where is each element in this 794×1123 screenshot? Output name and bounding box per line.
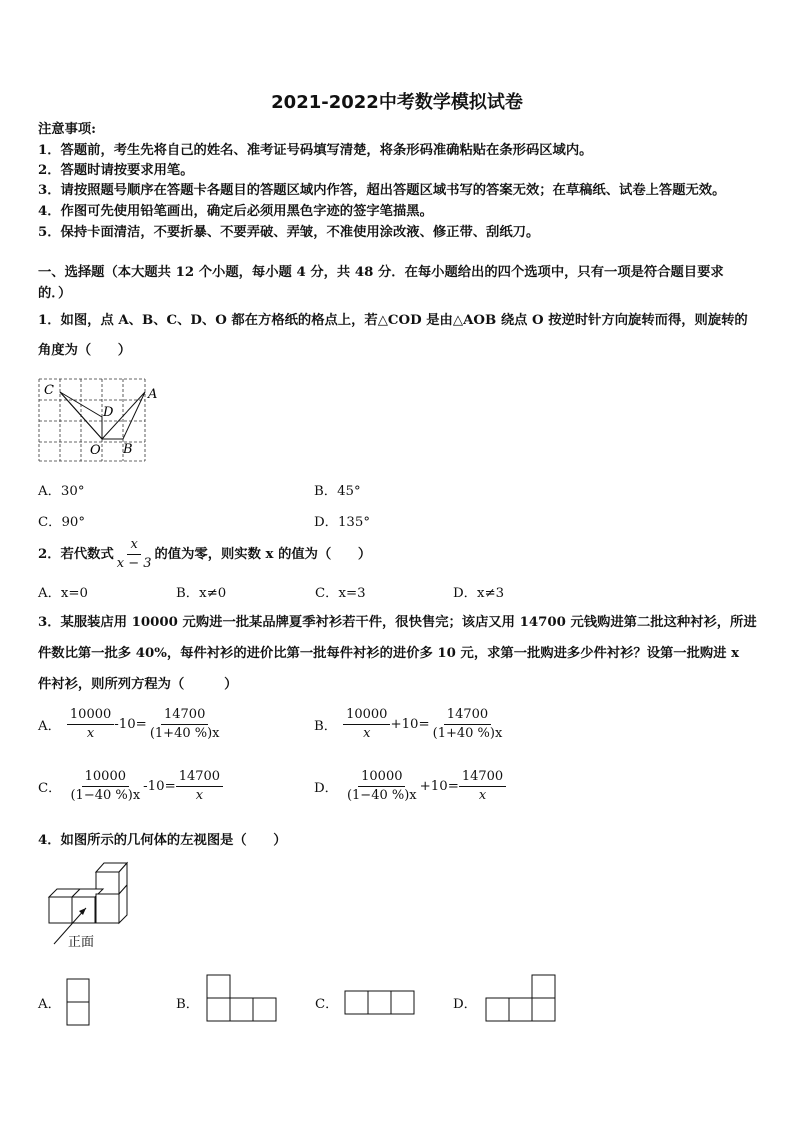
- q2-prefix: 2．若代数式: [38, 546, 114, 562]
- notice-item-1: 1．答题前，考生先将自己的姓名、准考证号码填写清楚，将条形码准确粘贴在条形码区域内。: [38, 143, 593, 158]
- q2-frac-num: x: [127, 537, 140, 555]
- q3-option-d: [314, 769, 506, 804]
- q1-label-c: C: [44, 383, 54, 398]
- q2-option-c: C．x=3: [315, 586, 366, 601]
- q3-option-a: [38, 707, 223, 742]
- q3-d-op: +10=: [419, 779, 459, 794]
- q1-label-a: A: [148, 387, 158, 402]
- q4-stem: 4．如图所示的几何体的左视图是（ ）: [38, 833, 287, 848]
- q4-front-label: 正面: [68, 935, 95, 950]
- q3-c-rden: x: [195, 788, 204, 803]
- q3-a-op: -10=: [114, 717, 147, 732]
- section-heading-line1: 一、选择题（本大题共 12 个小题，每小题 4 分，共 48 分．在每小题给出的四个选项中，只有一项是符合题目要求: [38, 265, 724, 280]
- q3-a-lnum: 10000: [67, 707, 114, 725]
- q2-option-b: B．x≠0: [176, 586, 227, 601]
- q3-option-b: [314, 707, 505, 742]
- q3-d-left-frac: [344, 769, 420, 804]
- q3-option-c: [38, 769, 223, 804]
- q3-c-left-frac: [67, 769, 143, 804]
- q1-label-d: D: [103, 405, 114, 420]
- q3-stem-line1: 3．某服装店用 10000 元购进一批某品牌夏季衬衫若干件，很快售完；该店又用 14700 元钱购进第二批这种衬衫，所进: [38, 615, 757, 630]
- q3-c-lnum: 10000: [82, 769, 129, 787]
- notice-item-3: 3．请按照题号顺序在答题卡各题目的答题区域内作答，超出答题区域书写的答案无效；在草稿纸、试卷上答题无效。: [38, 183, 726, 198]
- q3-option-b-label: B．: [314, 719, 338, 734]
- q2-stem: [38, 537, 371, 572]
- q1-option-b: B．45°: [314, 484, 361, 499]
- page-title: 2021-2022中考数学模拟试卷: [271, 92, 523, 113]
- q3-a-lden: x: [86, 726, 95, 741]
- q1-label-o: O: [90, 443, 101, 458]
- q4-option-d-figure: [485, 974, 559, 1024]
- q3-c-lden: (1−40 %)x: [70, 788, 141, 803]
- q3-c-op: -10=: [143, 779, 176, 794]
- q1-option-d: D．135°: [314, 515, 370, 530]
- q3-d-rnum: 14700: [459, 769, 506, 787]
- q4-option-c-label: C．: [315, 997, 339, 1012]
- q3-option-a-label: A．: [38, 719, 61, 734]
- q3-option-d-label: D．: [314, 781, 338, 796]
- notice-item-2: 2．答题时请按要求用笔。: [38, 163, 194, 178]
- q3-d-lnum: 10000: [358, 769, 405, 787]
- q4-option-a-label: A．: [38, 997, 61, 1012]
- q3-d-rden: x: [478, 788, 487, 803]
- q3-stem-line2: 件数比第一批多 40%，每件衬衫的进价比第一批每件衬衫的进价多 10 元，求第一批购进多少件衬衫？设第一批购进 x: [38, 646, 740, 661]
- q2-option-a: A．x=0: [38, 586, 88, 601]
- q3-a-left-frac: [67, 707, 114, 742]
- q1-stem-line1: 1．如图，点 A、B、C、D、O 都在方格纸的格点上，若△COD 是由△AOB 绕点 O 按逆时针方向旋转而得，则旋转的: [38, 313, 748, 328]
- q4-option-c-figure: [344, 990, 418, 1018]
- q1-stem-line2: 角度为（ ）: [38, 343, 132, 358]
- q3-stem-line3: 件衬衫，则所列方程为（ ）: [38, 677, 238, 692]
- q4-option-b-figure: [206, 974, 280, 1024]
- q1-option-a: A．30°: [38, 484, 85, 499]
- q2-fraction: [114, 537, 155, 572]
- q3-b-right-frac: [430, 707, 506, 742]
- section-heading-line2: 的．）: [38, 286, 72, 301]
- q3-a-rnum: 14700: [161, 707, 208, 725]
- q3-b-lden: x: [363, 726, 371, 741]
- q3-a-right-frac: [147, 707, 223, 742]
- q1-label-b: B: [123, 442, 133, 457]
- q1-option-c: C．90°: [38, 515, 86, 530]
- q3-b-op: +10=: [390, 717, 430, 732]
- q1-grid-figure: [30, 372, 160, 464]
- q3-b-lnum: 10000: [343, 707, 390, 725]
- q3-b-left-frac: [343, 707, 390, 742]
- notice-item-4: 4．作图可先使用铅笔画出，确定后必须用黑色字迹的签字笔描黑。: [38, 204, 433, 219]
- q3-b-rnum: 14700: [444, 707, 491, 725]
- q4-option-b-label: B．: [176, 997, 200, 1012]
- q3-c-right-frac: [176, 769, 223, 804]
- q4-option-d-label: D．: [453, 997, 477, 1012]
- q3-d-lden: (1−40 %)x: [346, 788, 417, 803]
- q4-option-a-figure: [66, 978, 92, 1028]
- notice-item-5: 5．保持卡面清洁，不要折暴、不要弄破、弄皱，不准使用涂改液、修正带、刮纸刀。: [38, 225, 540, 240]
- q2-suffix: 的值为零，则实数 x 的值为（ ）: [154, 546, 372, 562]
- q4-cubes: [49, 863, 127, 923]
- q3-d-right-frac: [459, 769, 506, 804]
- q3-option-c-label: C．: [38, 781, 62, 796]
- notice-heading: 注意事项:: [38, 122, 97, 137]
- q2-frac-den: x − 3: [116, 556, 152, 571]
- q3-b-rden: (1+40 %)x: [432, 726, 503, 741]
- q3-a-rden: (1+40 %)x: [149, 726, 220, 741]
- q2-option-d: D．x≠3: [453, 586, 505, 601]
- q3-c-rnum: 14700: [176, 769, 223, 787]
